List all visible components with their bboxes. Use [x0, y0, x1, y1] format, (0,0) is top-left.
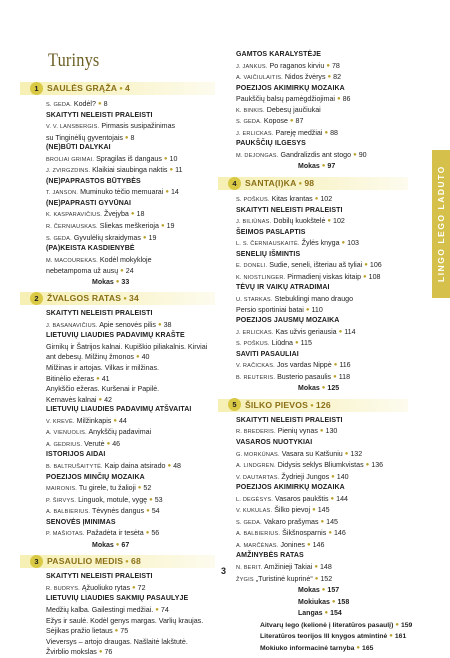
subsection-heading: SKAITYTI NELEISTI PRALEISTI [46, 111, 153, 119]
section-title: ŠILKO PIEVOS ● 126 [245, 399, 331, 410]
toc-entry[interactable]: Girnikų ir Šatrijos kalnai. Kupiškio piliakalnis. Kirviai ant debesų. Milžinų žmonos ● 40 [46, 342, 208, 362]
toc-entry[interactable]: BROLIAI GRIMAI. Spragilas iš dangaus ● 10 [46, 154, 178, 163]
subsection-heading: SKAITYTI NELEISTI PRALEISTI [236, 416, 343, 424]
toc-entry[interactable]: Medžių kalba. Gailestingi medžiai. ● 74 [46, 605, 169, 614]
toc-entry[interactable]: M. DEJONGAS. Gandralizdis ant stogo ● 90 [236, 150, 367, 159]
mokas-entry[interactable]: Mokas ● 33 [92, 278, 130, 286]
toc-entry[interactable]: J. JANKUS. Po raganos kirviu ● 78 [236, 61, 340, 70]
subsection-heading: ISTORIJOS AIDAI [46, 451, 106, 459]
subsection-heading: (NE)BŪTI DALYKAI [46, 144, 111, 152]
toc-entry-cont[interactable]: Kernavės kalnai ● 42 [46, 395, 112, 404]
subsection-heading: LIETUVIŲ LIAUDIES PADAVIMŲ KRAŠTE [46, 332, 185, 340]
toc-entry-cont[interactable]: Žvirblio mokslas ● 76 [46, 648, 113, 657]
toc-entry[interactable]: U. STARKAS. Stebuklingi mano draugo [236, 294, 354, 303]
subsection-heading: SENOVĖS ĮMINIMAS [46, 518, 116, 526]
subsection-heading: ŠEIMOS PASLAPTIS [236, 228, 306, 236]
mokas-entry[interactable]: Mokas ● 67 [92, 541, 130, 549]
toc-entry[interactable]: B. BALTRUŠAITYTĖ. Kaip daina atsirado ● 48 [46, 461, 181, 470]
subsection-heading: LIETUVIŲ LIAUDIES PADAVIMŲ ATŠVAITAI [46, 406, 192, 414]
subsection-heading: GAMTOS KARALYSTĖJE [236, 51, 322, 58]
toc-entry[interactable]: V. DAUTARTAS. Žydrieji Jungos ● 140 [236, 472, 349, 481]
toc-entry-cont[interactable]: su Tinginėlių gyventojais ● 8 [46, 133, 135, 142]
toc-entry[interactable]: Vieversys – artojo draugas. Našlaitė lakštutė. [46, 637, 188, 646]
section-title: SAULĖS GRĄŽA ● 4 [47, 83, 131, 93]
mokiukas-entry[interactable]: Mokiukas ● 158 [298, 598, 350, 606]
toc-entry[interactable]: K. NIOSTLINGER. Pirmadienį viskas kitaip ● 108 [236, 272, 381, 281]
appendix-entry[interactable]: Mokiuko informacinė tarnyba ● 165 [260, 644, 374, 652]
subsection-heading: POEZIJOS JAUSMŲ MOZAIKA [236, 317, 340, 325]
subsection-heading: SKAITYTI NELEISTI PRALEISTI [46, 310, 153, 318]
subsection-heading: TĖVŲ IR VAIKŲ ATRADIMAI [236, 284, 330, 292]
toc-entry-cont[interactable]: Sėjikas pražio lietaus ● 75 [46, 627, 129, 636]
toc-entry[interactable]: A. BALBIERIUS. Šikšnosparnis ● 146 [236, 529, 346, 538]
side-tab-label: LINGO LEGO LADUTO [436, 165, 446, 283]
section-1-header[interactable] [20, 80, 220, 96]
toc-left-column [20, 78, 220, 658]
toc-entry-cont[interactable]: Bitinėlio ežeras ● 41 [46, 374, 110, 383]
subsection-heading: LIETUVIŲ LIAUDIES SAKMIŲ PASAULYJE [46, 595, 189, 603]
toc-entry[interactable]: E. DONELI. Sudie, seneli, išteriau aš tyliai ● 106 [236, 261, 382, 270]
toc-entry[interactable]: V. KUKULAS. Šilko pievoj ● 145 [236, 506, 330, 515]
toc-entry-cont[interactable]: Persio sportiniai batai ● 110 [236, 306, 323, 315]
toc-entry[interactable]: S. POŠKUS. Liūdna ● 115 [236, 339, 312, 348]
toc-entry[interactable]: V. RAČICKAS. Jos vardas Nippė ● 116 [236, 361, 351, 370]
toc-entry[interactable]: P. MAŠIOTAS. Pažadėta ir tesėta ● 56 [46, 529, 160, 538]
toc-entry[interactable]: Milžinas ir artojas. Vilkas ir milžinas. [46, 364, 160, 373]
subsection-heading: (PA)KEISTA KASDIENYBĖ [46, 245, 135, 253]
subsection-heading: SAVITI PASAULIAI [236, 350, 299, 358]
subsection-heading: SENELIŲ IŠMINTIS [236, 250, 301, 258]
toc-entry[interactable]: J. ZVIRGZDINS. Klaikiai siaubinga naktis ● 11 [46, 166, 183, 175]
toc-entry[interactable]: K. KASPARAVIČIUS. Žvejyba ● 18 [46, 210, 145, 219]
page-title: Turinys [48, 50, 100, 71]
toc-entry[interactable]: G. MORKŪNAS. Vasara su Katšuniu ● 132 [236, 449, 363, 458]
toc-entry[interactable]: J. BILIŪNAS. Dobilų kuokštelė ● 102 [236, 217, 345, 226]
toc-entry[interactable]: Ežys ir saulė. Kodėl genys margas. Varlių kraujas. [46, 616, 204, 625]
toc-entry[interactable]: P. ŠIRVYS. Linguok, motule, vygę ● 53 [46, 495, 163, 504]
toc-entry[interactable]: T. JANSON. Muminuko tėčio memuarai ● 14 [46, 188, 179, 197]
toc-entry[interactable]: V. V. LANSBERGIS. Pirmasis susipažinimas [46, 122, 176, 131]
page-number: 3 [221, 566, 227, 576]
toc-entry[interactable]: A. VAIČIULAITIS. Nidos žvėrys ● 82 [236, 73, 342, 82]
subsection-heading: POEZIJOS MINČIŲ MOZAIKA [46, 473, 145, 481]
toc-entry[interactable]: L. S. ČERNIAUSKAITĖ. Žylės knyga ● 103 [236, 239, 359, 248]
toc-entry[interactable]: ŽYGIS „Turistinė kuprinė“ ● 152 [236, 574, 333, 583]
toc-entry[interactable]: J. ERLICKAS. Kas užvis geriausia ● 114 [236, 327, 356, 336]
subsection-heading: AMŽINYBĖS RATAS [236, 552, 304, 560]
toc-entry[interactable]: K. BINKIS. Debesų jaučiukai [236, 105, 321, 114]
toc-entry[interactable]: A. LINDGREN. Didysis seklys Bliumkvistas ● 136 [236, 461, 384, 470]
section-number: 4 [228, 177, 241, 190]
toc-entry[interactable]: MAIRONIS. Tu girele, tu žalioji ● 52 [46, 484, 152, 493]
toc-entry[interactable]: Paukščių balsų pamėgdžiojimai ● 86 [236, 95, 351, 104]
subsection-heading: VASAROS NUOTYKIAI [236, 438, 313, 446]
toc-entry[interactable]: B. REUTERIS. Busterio pasaulis ● 118 [236, 372, 351, 381]
toc-entry[interactable]: A. VIENUOLIS. Anykščių padavimai [46, 428, 152, 437]
toc-entry[interactable]: Anykščio ežeras. Kuršenai ir Papilė. [46, 385, 160, 394]
toc-entry[interactable]: R. ČERNIAUSKAS. Sliekas meškerioja ● 19 [46, 222, 175, 231]
toc-entry[interactable]: A. BALBIERIUS. Tėvynės dangus ● 54 [46, 507, 160, 516]
section-title: SANTA(I)KA ● 98 [245, 178, 315, 189]
section-4-header[interactable] [218, 175, 426, 191]
section-3-header[interactable] [20, 553, 220, 569]
toc-entry[interactable]: J. BASANAVIČIUS. Apie senovės pilis ● 38 [46, 320, 172, 329]
toc-entry[interactable]: S. POŠKUS. Kitas krantas ● 102 [236, 195, 333, 204]
toc-entry[interactable]: M. MACOUREKAS. Kodėl mokykloje [46, 255, 152, 264]
subsection-heading: (NE)PAPRASTI GYVŪNAI [46, 199, 132, 207]
toc-right-column [232, 50, 426, 654]
subsection-heading: PAUKŠČIŲ ILGESYS [236, 140, 306, 148]
toc-entry[interactable]: J. ERLICKAS. Pareję medžiai ● 88 [236, 128, 338, 137]
mokas-entry[interactable]: Mokas ● 125 [298, 385, 340, 393]
subsection-heading: (NE)PAPRASTOS BŪTYBĖS [46, 177, 141, 185]
toc-entry[interactable]: S. GEDA. Kopose ● 87 [236, 117, 304, 126]
mokas-entry[interactable]: Mokas ● 157 [298, 587, 340, 595]
subsection-heading: POEZIJOS AKIMIRKŲ MOZAIKA [236, 484, 345, 492]
toc-entry[interactable]: A. MARČĖNAS. Jonines ● 146 [236, 540, 325, 549]
appendix-entry[interactable]: Aitvarų lego (kelionė į literatūros pasaulį) ● 159 [260, 621, 413, 629]
toc-entry[interactable]: R. BREDERIS. Pienių vynas ● 130 [236, 427, 338, 436]
appendix-entry[interactable]: Literatūros teorijos lll knygos atmintinė ● 161 [260, 633, 407, 641]
toc-entry[interactable]: S. GEDA. Vakaro prašymas ● 145 [236, 517, 338, 526]
section-number: 3 [30, 555, 43, 568]
section-title: ŽVALGOS RATAS ● 34 [47, 293, 140, 304]
toc-entry[interactable]: N. BERIT. Amžinieji Takiai ● 148 [236, 562, 332, 571]
section-number: 1 [30, 82, 43, 95]
section-number: 5 [228, 398, 241, 411]
toc-entry[interactable]: S. GEDA. Gyvulėlių skraidymas ● 19 [46, 233, 157, 242]
toc-entry[interactable]: L. DEGĖSYS. Vasaros paukštis ● 144 [236, 494, 348, 503]
section-number: 2 [30, 292, 43, 305]
section-5-header[interactable] [218, 397, 426, 413]
langas-entry[interactable]: Langas ● 154 [298, 610, 342, 618]
subsection-heading: POEZIJOS AKIMIRKŲ MOZAIKA [236, 84, 345, 92]
toc-entry[interactable]: V. KREVĖ. Milžinkapis ● 44 [46, 416, 127, 425]
toc-entry[interactable]: S. GEDA. Kodėl? ● 8 [46, 100, 108, 108]
toc-entry-cont[interactable]: nebetampoma už ausų ● 24 [46, 267, 134, 276]
section-2-header[interactable] [20, 290, 220, 306]
toc-entry[interactable]: A. GEDRIUS. Verutė ● 46 [46, 439, 121, 448]
mokas-entry[interactable]: Mokas ● 97 [298, 163, 336, 171]
section-title: PASAULIO MEDIS ● 68 [47, 556, 141, 567]
toc-entry[interactable]: R. BUDRYS. Ąžuoliuko rytas ● 72 [46, 583, 146, 592]
subsection-heading: SKAITYTI NELEISTI PRALEISTI [46, 573, 153, 581]
subsection-heading: SKAITYTI NELEISTI PRALEISTI [236, 206, 343, 214]
